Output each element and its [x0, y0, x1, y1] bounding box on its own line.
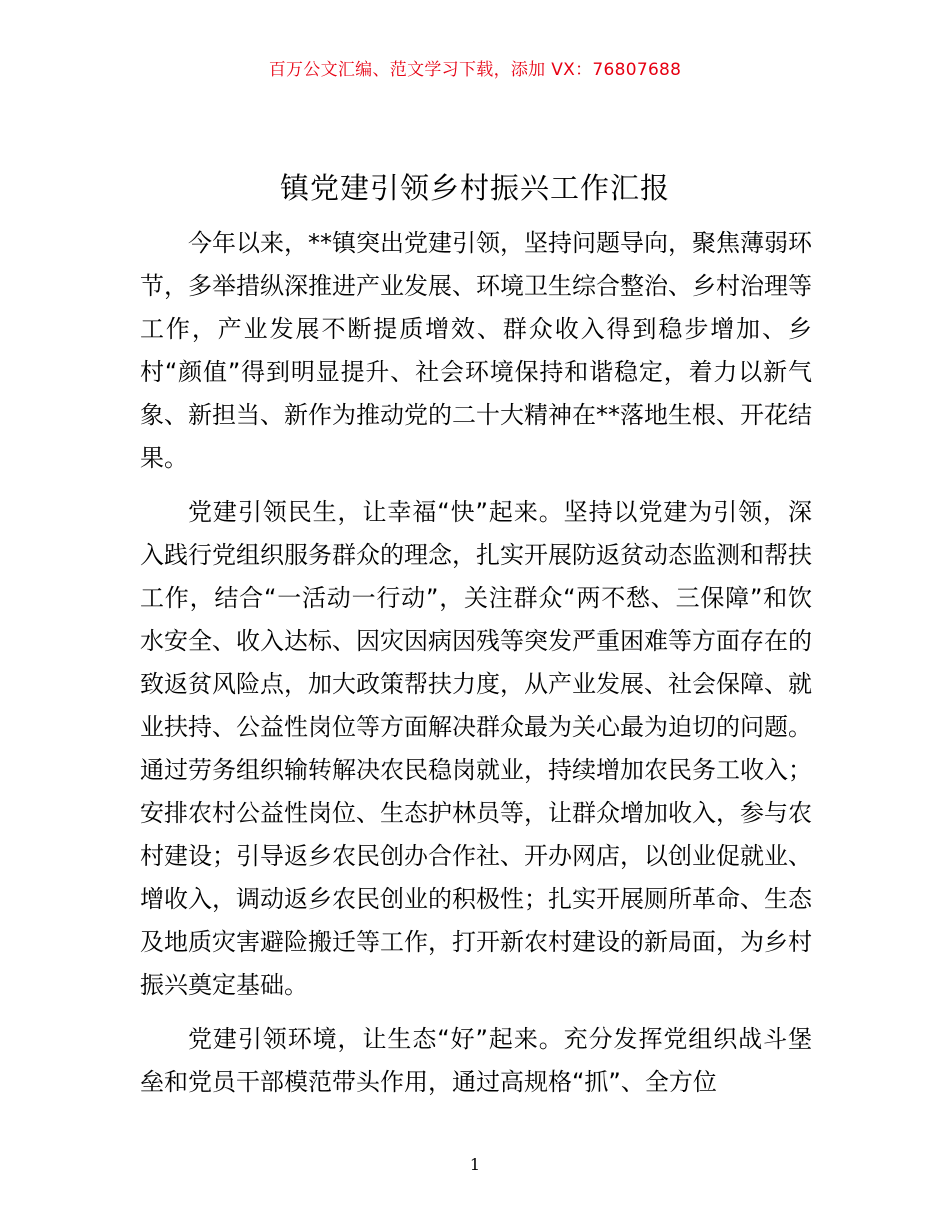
paragraph-environment: 党建引领环境，让生态“好”起来。充分发挥党组织战斗堡垒和党员干部模范带头作用，通过高规格“抓”、全方位 — [140, 1025, 812, 1096]
paragraph-livelihood: 党建引领民生，让幸福“快”起来。坚持以党建为引领，深入践行党组织服务群众的理念，扎实开展防返贫动态监测和帮扶工作，结合“一活动一行动”，关注群众“两不愁、三保障”和饮水安全、收入达标、因灾因病因残等突发严重困难等方面存在的致返贫风险点，加大政策帮扶力度，从产业发展、社会保障、就业扶持、公益性岗位等方面解决群众最为关心最为迫切的问题。通过劳务组织输转解决农民稳岗就业，持续增加农民务工收入；安排农村公益性岗位、生态护林员等，让群众增加收入，参与农村建设；引导返乡农民创办合作社、开办网店，以创业促就业、增收入，调动返乡农民创业的积极性；扎实开展厕所革命、生态及地质灾害避险搬迁等工作，打开新农村建设的新局面，为乡村振兴奠定基础。 — [140, 498, 812, 999]
page-number: 1 — [469, 1155, 481, 1174]
paragraph-intro: 今年以来，**镇突出党建引领，坚持问题导向，聚焦薄弱环节，多举措纵深推进产业发展、环境卫生综合整治、乡村治理等工作，产业发展不断提质增效、群众收入得到稳步增加、乡村“颜值”得到明显提升、社会环境保持和谐稳定，着力以新气象、新担当、新作为推动党的二十大精神在**落地生根、开花结果。 — [140, 229, 812, 472]
document-title: 镇党建引领乡村振兴工作汇报 — [279, 171, 670, 205]
document-body — [140, 222, 812, 1115]
header-watermark-note: 百万公文汇编、范文学习下载，添加 VX：76807688 — [268, 60, 682, 80]
